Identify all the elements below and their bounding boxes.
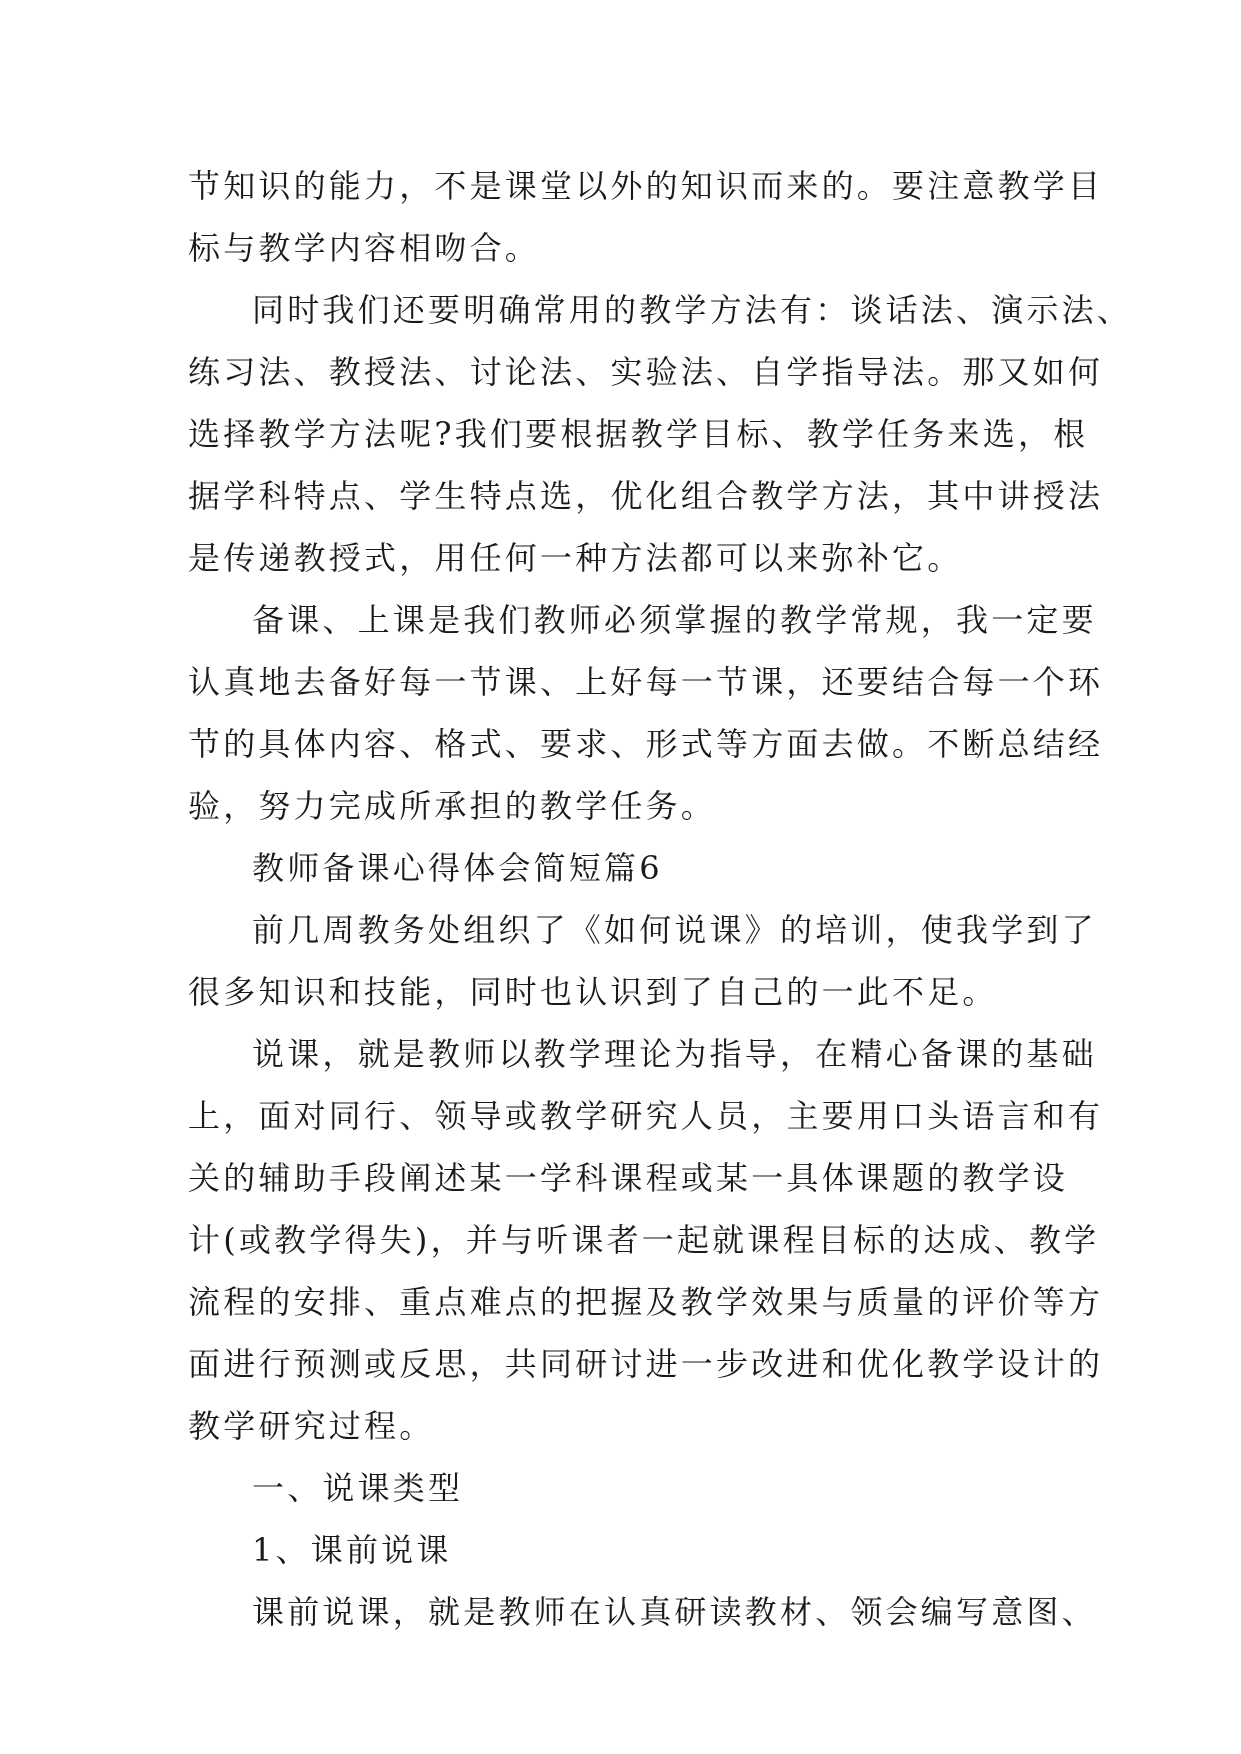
text-line: 据学科特点、学生特点选，优化组合教学方法，其中讲授法 <box>188 477 1104 515</box>
text-line: 很多知识和技能，同时也认识到了自己的一此不足。 <box>188 973 998 1011</box>
text-line: 选择教学方法呢?我们要根据教学目标、教学任务来选，根 <box>188 415 1089 453</box>
text-line: 教学研究过程。 <box>188 1407 435 1445</box>
text-line: 关的辅助手段阐述某一学科课程或某一具体课题的教学设 <box>188 1159 1069 1197</box>
text-line: 是传递教授式，用任何一种方法都可以来弥补它。 <box>188 539 963 577</box>
paragraph-start: 前几周教务处组织了《如何说课》的培训，使我学到了 <box>252 911 1097 949</box>
text-line: 节知识的能力，不是课堂以外的知识而来的。要注意教学目 <box>188 167 1104 205</box>
paragraph-start: 课前说课，就是教师在认真研读教材、领会编写意图、 <box>252 1593 1097 1631</box>
text-line: 上，面对同行、领导或教学研究人员，主要用口头语言和有 <box>188 1097 1104 1135</box>
text-line: 流程的安排、重点难点的把握及教学效果与质量的评价等方 <box>188 1283 1104 1321</box>
text-line: 标与教学内容相吻合。 <box>188 229 541 267</box>
paragraph-start: 同时我们还要明确常用的教学方法有：谈话法、演示法、 <box>252 291 1133 329</box>
text-line: 面进行预测或反思，共同研讨进一步改进和优化教学设计的 <box>188 1345 1104 1383</box>
text-line: 计(或教学得失)，并与听课者一起就课程目标的达成、教学 <box>188 1221 1100 1259</box>
text-line: 认真地去备好每一节课、上好每一节课，还要结合每一个环 <box>188 663 1104 701</box>
section-heading: 教师备课心得体会简短篇6 <box>252 849 663 887</box>
paragraph-start: 说课，就是教师以教学理论为指导，在精心备课的基础 <box>252 1035 1097 1073</box>
subsection-heading: 一、说课类型 <box>252 1469 464 1507</box>
paragraph-start: 备课、上课是我们教师必须掌握的教学常规，我一定要 <box>252 601 1097 639</box>
text-line: 练习法、教授法、讨论法、实验法、自学指导法。那又如何 <box>188 353 1104 391</box>
list-item-heading: 1、课前说课 <box>252 1531 452 1569</box>
text-line: 节的具体内容、格式、要求、形式等方面去做。不断总结经 <box>188 725 1104 763</box>
document-body <box>188 155 1133 1643</box>
text-line: 验，努力完成所承担的教学任务。 <box>188 787 717 825</box>
